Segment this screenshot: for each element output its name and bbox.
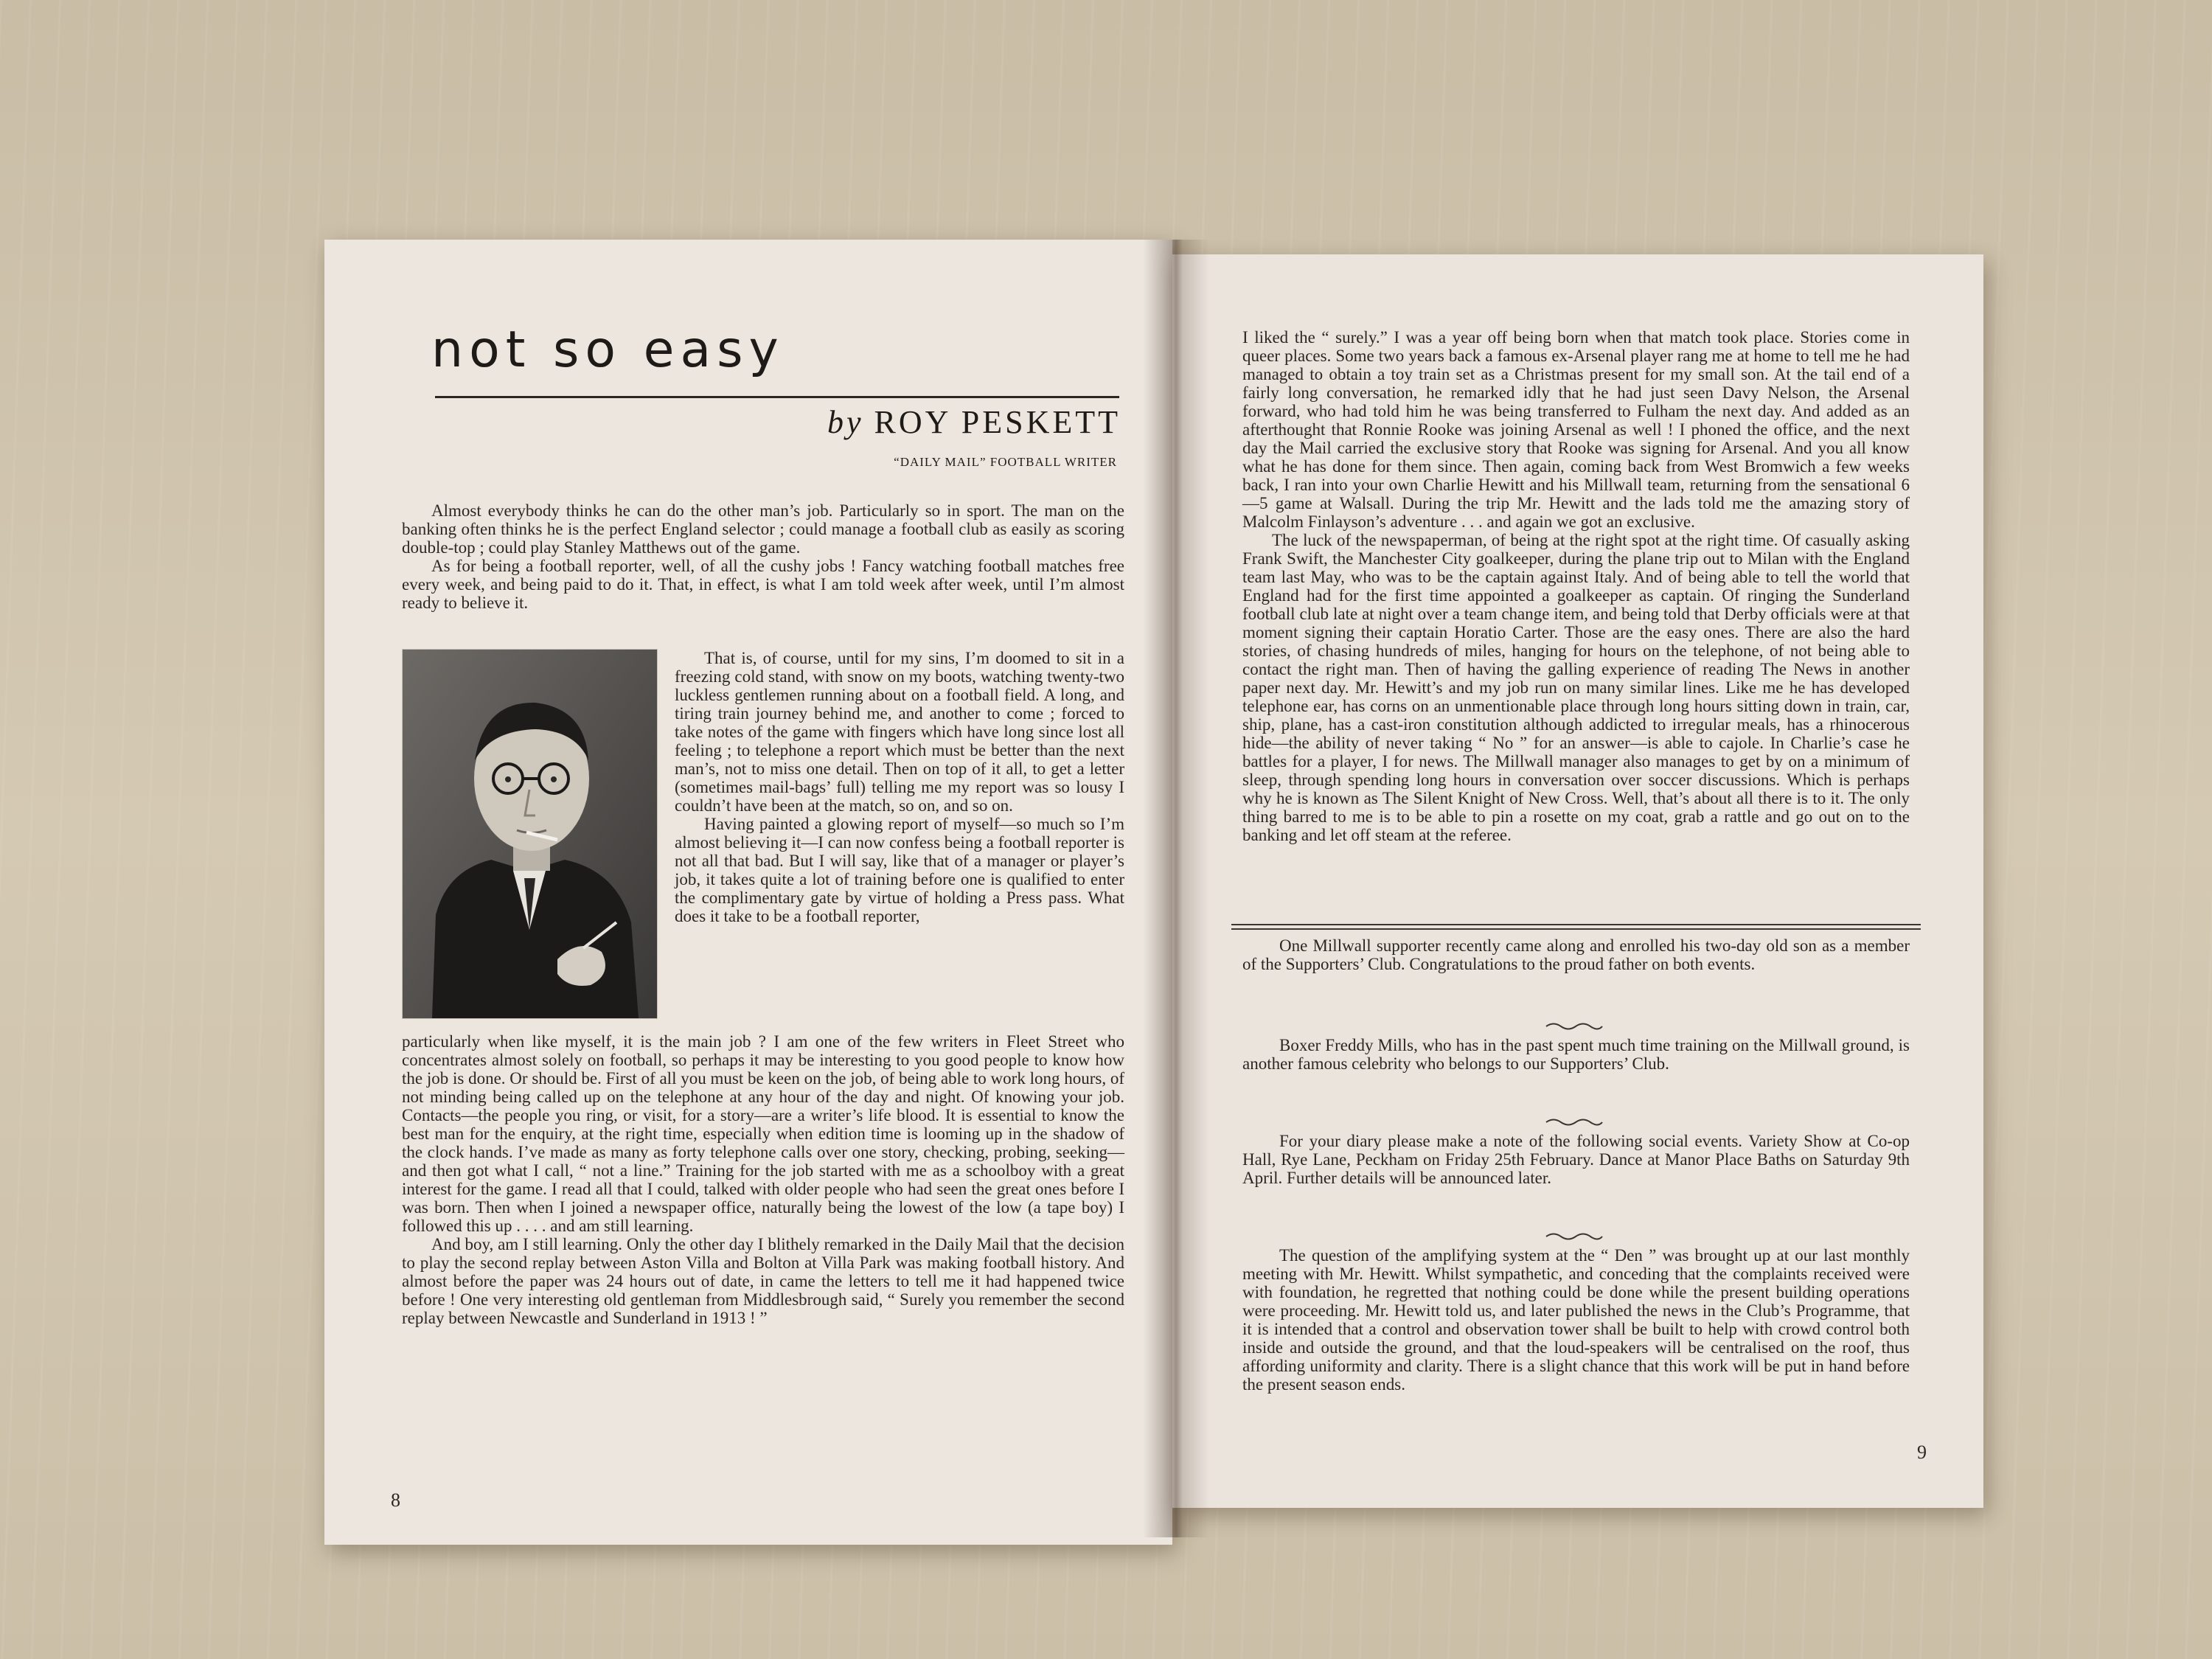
ornament-divider — [1545, 1021, 1604, 1032]
byline-prefix: by — [827, 404, 864, 440]
paragraph: For your diary please make a note of the following social events. Variety Show at Co-op Hall, Rye Lane, Peckham on Friday 25th February. Dance at Manor Place Baths on Saturday 9th April. Further details will be announced later. — [1242, 1132, 1910, 1187]
author-photo — [402, 649, 658, 1019]
article-continuation — [1242, 328, 1910, 844]
ornament-divider — [1545, 1117, 1604, 1127]
author-subtitle: “DAILY MAIL” FOOTBALL WRITER — [894, 455, 1117, 469]
note-supporter-son — [1242, 936, 1910, 973]
paragraph: Boxer Freddy Mills, who has in the past spent much time training on the Millwall ground, is another famous celebrity who belongs to our Supporters’ Club. — [1242, 1036, 1910, 1073]
page-number-left: 8 — [391, 1489, 400, 1511]
page-number-right: 9 — [1917, 1441, 1927, 1463]
intro-text — [402, 501, 1124, 612]
author-name: ROY PESKETT — [874, 404, 1121, 440]
section-divider — [1231, 924, 1921, 925]
open-booklet — [324, 225, 1983, 1545]
left-page — [324, 240, 1172, 1545]
note-freddy-mills — [1242, 1036, 1910, 1073]
paragraph: And boy, am I still learning. Only the other day I blithely remarked in the Daily Mail that the decision to play the second replay between Aston Villa and Bolton at Villa Park was making football history. And almost before the paper was 24 hours out of date, in came the letters to tell me it had happened twice before ! One very interesting old gentleman from Middlesbrough said, “ Surely you remember the second replay between Newcastle and Sunderland in 1913 ! ” — [402, 1235, 1124, 1327]
section-divider — [1231, 928, 1921, 930]
paragraph: As for being a football reporter, well, of all the cushy jobs ! Fancy watching football matches free every week, and being paid to do it. That, in effect, is what I am told week after week, until I’m almost ready to believe it. — [402, 557, 1124, 612]
ornament-divider — [1545, 1231, 1604, 1242]
portrait-image — [403, 650, 657, 1018]
title-rule — [435, 396, 1119, 398]
paragraph: The question of the amplifying system at the “ Den ” was brought up at our last monthly meeting with Mr. Hewitt. Whilst sympathetic, and conceding that the complaints received were with foundation, he regretted that nothing could be done while the present building operations were proceeding. Mr. Hewitt told us, and later published the news in the Club’s Programme, that it is intended that a control and observation tower shall be built to help with crowd control both inside and outside the ground, and that the loud-speakers will be centralised on the roof, thus affording uniformity and clarity. There is a slight chance that this work will be put in hand before the present season ends. — [1242, 1246, 1910, 1394]
paragraph: Having painted a glowing report of myself—so much so I’m almost believing it—I can now confess being a football reporter is not all that bad. But I will say, like that of a manager or player’s job, it takes quite a lot of training before one is qualified to enter the complimentary gate by virtue of holding a Press pass. What does it take to be a football reporter, — [675, 815, 1124, 925]
note-social-events — [1242, 1132, 1910, 1187]
paragraph: One Millwall supporter recently came along and enrolled his two-day old son as a member of the Supporters’ Club. Congratulations to the proud father on both events. — [1242, 936, 1910, 973]
column-text — [675, 649, 1124, 925]
paragraph: That is, of course, until for my sins, I’m doomed to sit in a freezing cold stand, with snow on my boots, watching twenty-two luckless gentlemen running about on a football field. A long, and tiring train journey behind me, and another to come ; forced to take notes of the game with fingers which have long since lost all feeling ; to telephone a report which must be better than the next man’s, not to miss one detail. Then on top of it all, to get a letter (sometimes mail-bags’ full) telling me my report was so lousy I couldn’t have been at the match, so on, and so on. — [675, 649, 1124, 815]
right-page — [1172, 254, 1983, 1508]
bottom-text — [402, 1032, 1124, 1327]
note-amplifying-system — [1242, 1246, 1910, 1394]
article-title: not so easy — [431, 321, 785, 379]
paragraph: I liked the “ surely.” I was a year off being born when that match took place. Stories come in queer places. Some two years back a famous ex-Arsenal player rang me at home to tell me he had managed to obtain a toy train set as a Christmas present for my small son. At the tail end of a fairly long conversation, he remarked idly that he had just seen Davy Nelson, the Arsenal forward, who had told him he was being transferred to Fulham the next day. And added as an afterthought that Ronnie Rooke was joining Arsenal as well ! I phoned the office, and the next day the Mail carried the exclusive story that Rooke was signing for Arsenal. And you all know what he has done for them since. Then again, coming back from West Bromwich a few weeks back, I ran into your own Charlie Hewitt and his Millwall team, returning from the sensational 6—5 game at Walsall. During the trip Mr. Hewitt and the lads told me the amazing story of Malcolm Finlayson’s adventure . . . and again we got an exclusive. — [1242, 328, 1910, 531]
byline — [827, 403, 1121, 441]
paragraph: Almost everybody thinks he can do the other man’s job. Particularly so in sport. The man on the banking often thinks he is the perfect England selector ; could manage a football club as easily as scoring double-top ; could play Stanley Matthews out of the game. — [402, 501, 1124, 557]
paragraph: The luck of the newspaperman, of being at the right spot at the right time. Of casually asking Frank Swift, the Manchester City goalkeeper, during the plane trip out to Milan with the England team last May, who was to be the captain against Italy. And of being able to tell the world that England had for the first time appointed a goalkeeper as captain. Of ringing the Sunderland football club late at night over a team change item, and being told that Derby officials were at that moment signing their captain Horatio Carter. Those are the easy ones. There are also the hard stories, of chasing hundreds of miles, hanging for hours on the telephone, of not being able to contact the right man. Then of having the galling experience of reading The News in another paper next day. Mr. Hewitt’s and my job run on many similar lines. Like me he has developed telephone ear, has corns on an unmentionable place through long hours sitting down in train, car, ship, plane, has a cast-iron constitution although addicted to irregular meals, has a rhinocerous hide—the ability of never taking “ No ” for an answer—is able to cajole. In Charlie’s case he battles for a player, I for news. The Millwall manager also manages to get by on a minimum of sleep, through spending long hours in conversation over soccer discussions. Which is perhaps why he is known as The Silent Knight of New Cross. Well, that’s about all there is to it. The only thing barred to me is to be able to pin a rosette on my coat, grab a rattle and go out on to the banking and let off steam at the referee. — [1242, 531, 1910, 844]
paragraph: particularly when like myself, it is the main job ? I am one of the few writers in Fleet Street who concentrates almost solely on football, so perhaps it may be interesting to you good people to know how the job is done. Or should be. First of all you must be keen on the job, of being able to work long hours, of not minding being called up on the telephone at any hour of the day and night. Of knowing your job. Contacts—the people you ring, or visit, for a story—are a writer’s life blood. It is essential to know the best man for the enquiry, at the right time, especially when edition time is looming up in the shadow of the clock hands. I’ve made as many as forty telephone calls over one story, checking, probing, seeking—and then got what I call, “ not a line.” Training for the job started with me as a schoolboy with a great interest for the game. I read all that I could, talked with older people who had seen the great ones before I was born. Then when I joined a newspaper office, naturally being the lowest of the low (a tape boy) I followed this up . . . . and am still learning. — [402, 1032, 1124, 1235]
